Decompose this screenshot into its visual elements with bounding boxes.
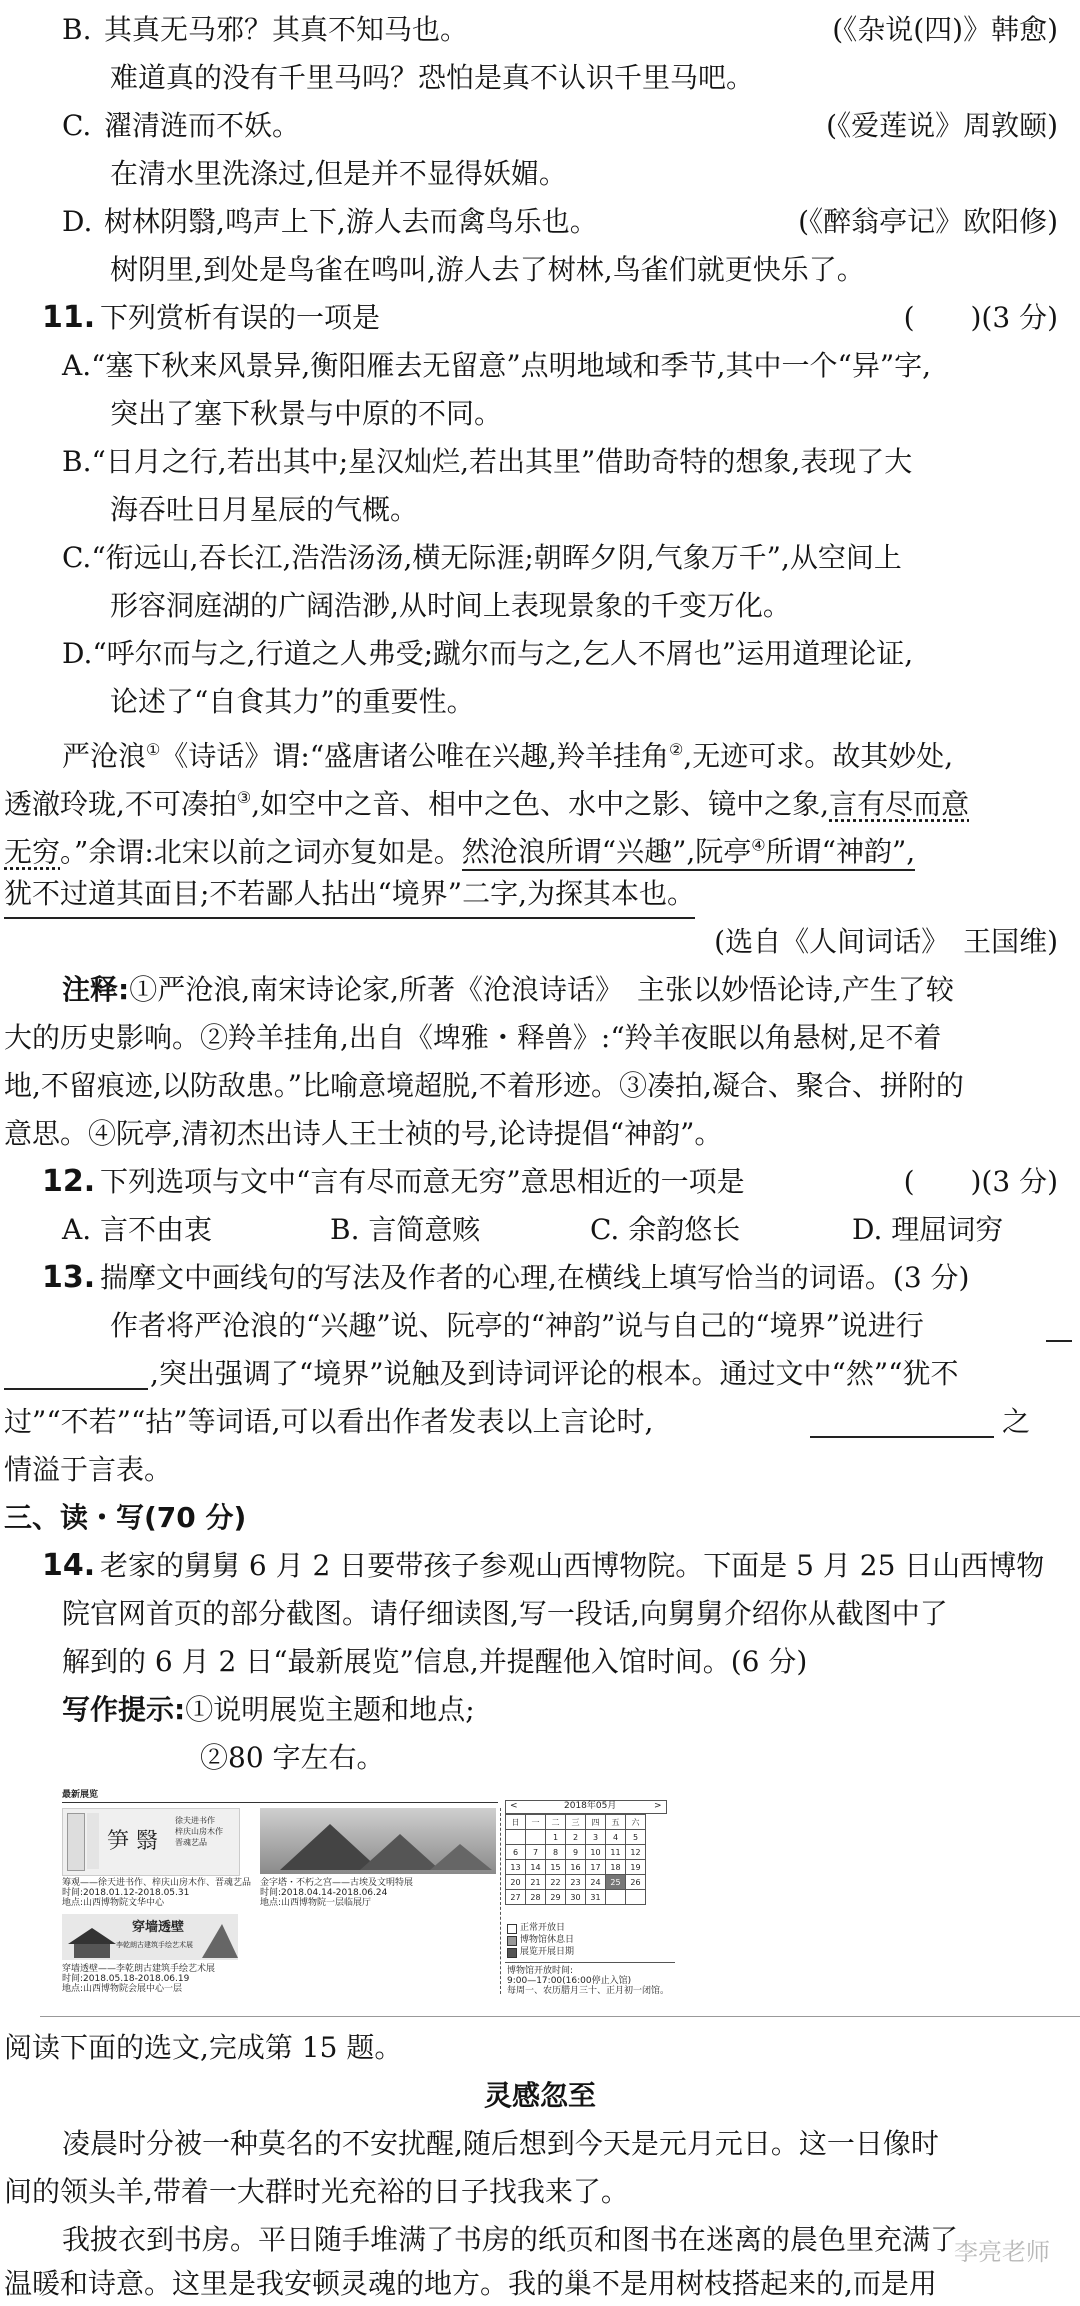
exhibit-3-place: 地点:山西博物院会展中心一层 bbox=[62, 1984, 183, 1994]
legend-exhibit-swatch bbox=[507, 1948, 517, 1958]
calendar-month: 2018年05月 bbox=[564, 1801, 617, 1811]
q13-blank-1-cont[interactable] bbox=[4, 1358, 148, 1390]
option-c-line: C. 濯清涟而不妖。 (《爱莲说》周敦颐) bbox=[0, 104, 1080, 148]
essay-p1-line-1: 凌晨时分被一种莫名的不安扰醒,随后想到今天是元月元日。这一日像时 bbox=[62, 2127, 939, 2160]
calendar-day[interactable] bbox=[606, 1890, 626, 1905]
notes-line-2: 大的历史影响。②羚羊挂角,出自《埤雅・释兽》:“羚羊夜眠以角悬树,足不着 bbox=[4, 1021, 942, 1054]
notes-line-1: 注释:①严沧浪,南宋诗论家,所著《沧浪诗话》 主张以妙悟论诗,产生了较 bbox=[62, 973, 954, 1006]
q12-option-d: D. 理屈词穷 bbox=[852, 1213, 1004, 1246]
q11-score: ( )(3 分) bbox=[903, 301, 1058, 334]
notes-label: 注释: bbox=[62, 973, 130, 1006]
calendar-week bbox=[506, 1875, 646, 1890]
next-month-icon[interactable]: > bbox=[654, 1801, 662, 1811]
calendar-day[interactable]: 6 bbox=[506, 1845, 526, 1860]
weekday: 一 bbox=[526, 1815, 546, 1830]
calendar-week bbox=[506, 1890, 646, 1905]
q14-line-1: 14. 老家的舅舅 6 月 2 日要带孩子参观山西博物院。下面是 5 月 25 日山西博物 bbox=[0, 1544, 1080, 1588]
scroll-icon bbox=[67, 1813, 85, 1871]
section-rule bbox=[40, 2016, 1080, 2017]
weekday: 三 bbox=[566, 1815, 586, 1830]
q11-option-d-cont: 论述了“自食其力”的重要性。 bbox=[110, 685, 475, 718]
q12-option-a: A. 言不由衷 bbox=[62, 1213, 213, 1246]
q14-tip-2: ②80 字左右。 bbox=[200, 1741, 385, 1774]
q11-option-b: B.“日月之行,若出其中;星汉灿烂,若出其里”借助奇特的想象,表现了大 bbox=[62, 445, 913, 478]
calendar-day[interactable] bbox=[506, 1830, 526, 1845]
hours-title: 博物馆开放时间: bbox=[507, 1966, 574, 1976]
calendar-day[interactable] bbox=[626, 1890, 646, 1905]
underlined-sentence-cont: 犹不过道其面目;不若鄙人拈出“境界”二字,为探其本也。 bbox=[4, 872, 695, 919]
q11-option-d: D.“呼尔而与之,行道之人弗受;蹴尔而与之,乞人不屑也”运用道理论证, bbox=[62, 637, 914, 670]
weekday: 日 bbox=[506, 1815, 526, 1830]
q11-option-a: A.“塞下秋来风景异,衡阳雁去无留意”点明地域和季节,其中一个“异”字, bbox=[62, 349, 932, 382]
calligraphy-seal: 笋 翳 bbox=[107, 1829, 158, 1854]
q13-line-3: ,突出强调了“境界”说触及到诗词评论的根本。通过文中“然”“犹不 bbox=[0, 1352, 1080, 1396]
calendar-day[interactable]: 20 bbox=[506, 1875, 526, 1890]
option-d-line: D. 树林阴翳,鸣声上下,游人去而禽鸟乐也。 (《醉翁亭记》欧阳修) bbox=[0, 200, 1080, 244]
q14-tips: 写作提示:①说明展览主题和地点; bbox=[62, 1693, 475, 1726]
weekday: 五 bbox=[606, 1815, 626, 1830]
calendar-day[interactable]: 29 bbox=[546, 1890, 566, 1905]
q11-number: 11. bbox=[42, 300, 96, 335]
q11-option-c: C.“衔远山,吞长江,浩浩汤汤,横无际涯;朝晖夕阴,气象万千”,从空间上 bbox=[62, 541, 902, 574]
legend-closed: 博物馆休息日 bbox=[520, 1935, 575, 1945]
legend-exhibit: 展览开展日期 bbox=[520, 1947, 575, 1957]
q14-number: 14. bbox=[42, 1548, 96, 1583]
q13-line-2: 作者将严沧浪的“兴趣”说、阮亭的“神韵”说与自己的“境界”说进行 bbox=[0, 1304, 1080, 1348]
calendar-day[interactable]: 22 bbox=[546, 1875, 566, 1890]
calendar-day[interactable]: 23 bbox=[566, 1875, 586, 1890]
notes-line-4: 意思。④阮亭,清初杰出诗人王士祯的号,论诗提倡“神韵”。 bbox=[4, 1117, 723, 1150]
option-b-line: B. 其真无马邪？其真不知马也。 (《杂说(四)》韩愈) bbox=[0, 8, 1080, 52]
q11-option-c-cont: 形容洞庭湖的广阔浩渺,从时间上表现景象的千变万化。 bbox=[110, 589, 791, 622]
calendar-day[interactable]: 24 bbox=[586, 1875, 606, 1890]
dotted-phrase: 言有尽而意 bbox=[829, 787, 970, 821]
calendar-day[interactable]: 3 bbox=[586, 1830, 606, 1845]
passage-line-1: 严沧浪①《诗话》谓:“盛唐诸公唯在兴趣,羚羊挂角②,无迹可求。故其妙处, bbox=[62, 739, 954, 773]
calendar-day[interactable]: 16 bbox=[566, 1860, 586, 1875]
calendar-day[interactable]: 21 bbox=[526, 1875, 546, 1890]
calendar-day[interactable]: 7 bbox=[526, 1845, 546, 1860]
exhibit-3-name: 穿墙透壁——李乾朗古建筑手绘艺术展 bbox=[62, 1964, 216, 1974]
legend-open-swatch bbox=[507, 1924, 517, 1934]
card-1-title: 徐夫进书作 梓庆山房木作 晋魂艺品 bbox=[175, 1816, 223, 1847]
passage-source: (选自《人间词话》 王国维) bbox=[714, 925, 1058, 958]
q12-score: ( )(3 分) bbox=[903, 1165, 1058, 1198]
calendar-day[interactable]: 1 bbox=[546, 1830, 566, 1845]
q13-blank-2[interactable] bbox=[810, 1406, 994, 1438]
calendar-day[interactable]: 5 bbox=[626, 1830, 646, 1845]
calendar-day[interactable]: 9 bbox=[566, 1845, 586, 1860]
calendar-week bbox=[506, 1860, 646, 1875]
calendar-day[interactable]: 28 bbox=[526, 1890, 546, 1905]
essay-p2-line-2: 温暖和诗意。这里是我安顿灵魂的地方。我的巢不是用树枝搭起来的,而是用 bbox=[4, 2267, 937, 2300]
calendar-day[interactable]: 10 bbox=[586, 1845, 606, 1860]
calendar-day[interactable]: 13 bbox=[506, 1860, 526, 1875]
column-divider bbox=[500, 1808, 501, 1994]
q12-options bbox=[0, 1208, 1080, 1252]
exhibit-3-time: 时间:2018.05.18-2018.06.19 bbox=[62, 1974, 190, 1984]
section-heading: 三、读・写(70 分) bbox=[4, 1501, 247, 1534]
calendar-day[interactable]: 30 bbox=[566, 1890, 586, 1905]
exhibit-1-time: 时间:2018.01.12-2018.05.31 bbox=[62, 1888, 190, 1898]
calendar-day[interactable]: 15 bbox=[546, 1860, 566, 1875]
q13-number: 13. bbox=[42, 1260, 96, 1295]
essay-p2-line-1: 我披衣到书房。平日随手堆满了书房的纸页和图书在迷离的晨色里充满了 bbox=[62, 2223, 959, 2256]
calendar-day-selected[interactable]: 25 bbox=[606, 1875, 626, 1890]
exhibit-card-2-image bbox=[260, 1808, 496, 1874]
scroll-icon bbox=[87, 1813, 99, 1869]
hours-divider bbox=[505, 1962, 675, 1963]
pyramid-icon bbox=[260, 1808, 496, 1874]
q12-stem: 12. 下列选项与文中“言有尽而意无穷”意思相近的一项是 ( )(3 分) bbox=[0, 1160, 1080, 1204]
museum-website-figure bbox=[62, 1790, 684, 1996]
essay-title: 灵感忽至 bbox=[483, 2079, 596, 2112]
calendar-day[interactable]: 2 bbox=[566, 1830, 586, 1845]
passage-line-3: 无穷。”余谓:北宋以前之词亦复如是。然沧浪所谓“兴趣”,阮亭④所谓“神韵”, bbox=[0, 824, 1080, 868]
q12-number: 12. bbox=[42, 1164, 96, 1199]
calendar-day[interactable]: 17 bbox=[586, 1860, 606, 1875]
q13-line-5: 情溢于言表。 bbox=[4, 1453, 173, 1486]
option-d-translation: 树阴里,到处是鸟雀在鸣叫,游人去了树林,鸟雀们就更快乐了。 bbox=[110, 253, 865, 286]
calendar-day[interactable]: 11 bbox=[606, 1845, 626, 1860]
q13-line-4: 过”“不若”“拈”等词语,可以看出作者发表以上言论时, 之 bbox=[4, 1405, 1031, 1438]
calendar-day[interactable]: 18 bbox=[606, 1860, 626, 1875]
q14-line-2: 院官网首页的部分截图。请仔细读图,写一段话,向舅舅介绍你从截图中了 bbox=[62, 1597, 948, 1630]
weekday: 六 bbox=[626, 1815, 646, 1830]
calendar-day[interactable]: 14 bbox=[526, 1860, 546, 1875]
calendar-day[interactable] bbox=[526, 1830, 546, 1845]
legend-open: 正常开放日 bbox=[520, 1923, 566, 1933]
calendar-day[interactable]: 31 bbox=[586, 1890, 606, 1905]
option-c-translation: 在清水里洗涤过,但是并不显得妖媚。 bbox=[110, 157, 567, 190]
option-b-source: (《杂说(四)》韩愈) bbox=[832, 13, 1058, 46]
exhibit-1-place: 地点:山西博物院文华中心 bbox=[62, 1898, 165, 1908]
calendar-grid bbox=[505, 1814, 646, 1905]
passage-line-2: 透澈玲珑,不可凑拍③,如空中之音、相中之色、水中之影、镜中之象,言有尽而意 bbox=[4, 787, 970, 821]
notes-line-3: 地,不留痕迹,以防敌患。”比喻意境超脱,不着形迹。③凑拍,凝合、聚合、拼附的 bbox=[4, 1069, 964, 1102]
exhibit-card-1 bbox=[62, 1808, 240, 1876]
legend-closed-swatch bbox=[507, 1936, 517, 1946]
latest-exhibits-header: 最新展览 bbox=[62, 1790, 99, 1800]
q11-option-b-cont: 海吞吐日月星辰的气概。 bbox=[110, 493, 419, 526]
watermark: 李亮老师 bbox=[954, 2238, 1050, 2266]
exhibit-2-place: 地点:山西博物院一层临展厅 bbox=[260, 1898, 372, 1908]
prev-month-icon[interactable]: < bbox=[510, 1801, 518, 1811]
banner-subtitle: 李乾朗古建筑手绘艺术展 bbox=[116, 1941, 193, 1949]
underlined-sentence: 然沧浪所谓“兴趣”,阮亭④所谓“神韵”, bbox=[462, 835, 915, 871]
banner-title: 穿墙透壁 bbox=[132, 1920, 185, 1935]
option-b-translation: 难道真的没有千里马吗？恐怕是真不认识千里马吧。 bbox=[110, 61, 755, 94]
calendar-header bbox=[505, 1800, 667, 1814]
calendar-week bbox=[506, 1845, 646, 1860]
figure-divider bbox=[62, 1802, 498, 1803]
weekday: 四 bbox=[586, 1815, 606, 1830]
q11-stem: 11. 下列赏析有误的一项是 ( )(3 分) bbox=[0, 296, 1080, 340]
q15-intro: 阅读下面的选文,完成第 15 题。 bbox=[4, 2031, 403, 2064]
exhibit-1-name: 筹观——徐天进书作、梓庆山房木作、晋魂艺品 bbox=[62, 1878, 252, 1888]
calendar-day[interactable]: 27 bbox=[506, 1890, 526, 1905]
q12-option-b: B. 言简意赅 bbox=[330, 1213, 481, 1246]
option-c-source: (《爱莲说》周敦颐) bbox=[826, 109, 1058, 142]
essay-p1-line-2: 间的领头羊,带着一大群时光充裕的日子找我来了。 bbox=[4, 2175, 629, 2208]
q13-stem: 13. 揣摩文中画线句的写法及作者的心理,在横线上填写恰当的词语。(3 分) bbox=[0, 1256, 1080, 1300]
calendar-weekdays bbox=[506, 1815, 646, 1830]
passage-line-4 bbox=[0, 872, 1080, 916]
exhibit-card-3-image bbox=[62, 1914, 238, 1960]
exhibit-2-time: 时间:2018.04.14-2018.06.24 bbox=[260, 1888, 388, 1898]
calendar-day[interactable]: 12 bbox=[626, 1845, 646, 1860]
q12-option-c: C. 余韵悠长 bbox=[590, 1213, 741, 1246]
hours-text: 9:00—17:00(16:00停止入馆) bbox=[507, 1976, 632, 1986]
q11-option-a-cont: 突出了塞下秋景与中原的不同。 bbox=[110, 397, 503, 430]
weekday: 二 bbox=[546, 1815, 566, 1830]
option-d-source: (《醉翁亭记》欧阳修) bbox=[798, 205, 1058, 238]
calendar-day[interactable]: 26 bbox=[626, 1875, 646, 1890]
calendar-day[interactable]: 19 bbox=[626, 1860, 646, 1875]
closed-days: 每周一、农历腊月三十、正月初一闭馆。 bbox=[507, 1986, 670, 1996]
calendar-day[interactable]: 4 bbox=[606, 1830, 626, 1845]
calendar-day[interactable]: 8 bbox=[546, 1845, 566, 1860]
q13-blank-1[interactable] bbox=[1046, 1310, 1072, 1342]
exhibit-2-name: 金字塔・不朽之宫——古埃及文明特展 bbox=[260, 1878, 414, 1888]
tips-label: 写作提示: bbox=[62, 1693, 186, 1726]
calendar-week bbox=[506, 1830, 646, 1845]
q14-line-3: 解到的 6 月 2 日“最新展览”信息,并提醒他入馆时间。(6 分) bbox=[62, 1645, 808, 1678]
